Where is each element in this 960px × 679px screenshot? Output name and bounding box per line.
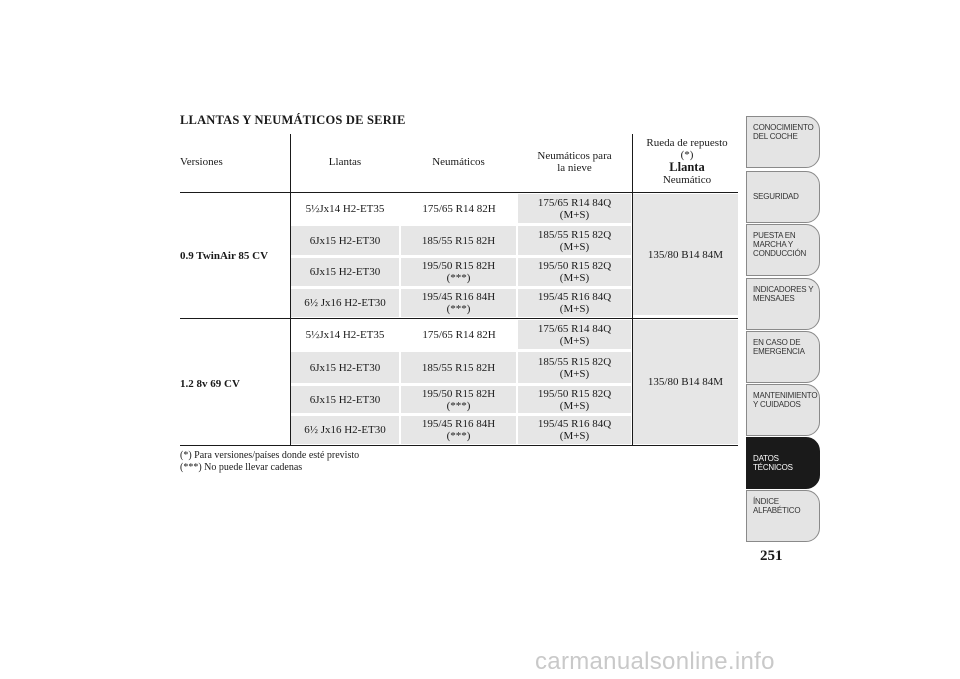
g2-r4-llanta-text: 6½ Jx16 H2-ET30 (304, 424, 386, 436)
header-llantas-text: Llantas (328, 156, 362, 168)
g2-r3-neumatico-note: (***) (446, 399, 471, 412)
g1-r2-nieve-note: (M+S) (559, 240, 590, 253)
g1-r3-llanta-text: 6Jx15 H2-ET30 (309, 266, 381, 278)
g1-r2-nieve-text: 185/55 R15 82Q (537, 228, 612, 241)
header-neumaticos-text: Neumáticos (432, 156, 485, 168)
g1-r4-nieve (518, 289, 631, 317)
tab-datos-tecnicos[interactable] (746, 437, 820, 489)
g1-r1-neumatico (401, 194, 517, 223)
g2-r4-neumatico (401, 416, 516, 444)
g2-r3-neumatico-text: 195/50 R15 82H (421, 387, 496, 400)
header-repuesto-line1: Rueda de repuesto (646, 137, 728, 149)
g1-r1-neumatico-text: 175/65 R14 82H (422, 202, 496, 215)
g2-r4-nieve-text: 195/45 R16 84Q (537, 418, 612, 430)
g1-r4-neumatico-note: (***) (446, 303, 471, 315)
tab-conocimiento[interactable] (746, 116, 820, 168)
header-repuesto (632, 137, 742, 186)
tab-mantenimiento-label: MANTENIMIENTO Y CUIDADOS (753, 391, 818, 409)
g1-r4-nieve-note: (M+S) (559, 303, 590, 315)
g2-r2-llanta-text: 6Jx15 H2-ET30 (309, 361, 381, 374)
header-repuesto-line2: (*) (680, 149, 694, 161)
g1-r3-nieve-text: 195/50 R15 82Q (537, 260, 612, 272)
header-versiones (180, 156, 223, 168)
tab-datos-tecnicos-label: DATOS TÉCNICOS (753, 454, 793, 472)
g2-r1-llanta (290, 320, 400, 349)
g2-r3-llanta (291, 386, 399, 413)
footnote-2: (***) No puede llevar cadenas (180, 462, 303, 473)
g1-r1-llanta (290, 194, 400, 223)
g2-r4-nieve (518, 416, 631, 444)
table-horizontal-rule (180, 445, 738, 446)
g1-r4-nieve-text: 195/45 R16 84Q (537, 291, 612, 303)
spare-cell-group-1 (633, 194, 738, 315)
g2-r3-neumatico (401, 386, 516, 413)
header-repuesto-line4: Neumático (662, 174, 712, 186)
g1-r1-nieve (518, 194, 631, 223)
g2-r4-llanta (291, 416, 399, 444)
g2-r4-neumatico-text: 195/45 R16 84H (421, 418, 496, 430)
header-nieve-line1: Neumáticos para (537, 150, 612, 162)
g2-r2-neumatico (401, 352, 516, 383)
g2-r2-llanta (291, 352, 399, 383)
footnote-1: (*) Para versiones/países donde esté previsto (180, 450, 360, 461)
table-vertical-rule (290, 134, 291, 445)
g2-r1-neumatico-text: 175/65 R14 82H (422, 328, 496, 341)
g1-r3-llanta (291, 258, 399, 286)
g1-r2-neumatico (401, 226, 516, 255)
g1-r3-nieve-note: (M+S) (559, 272, 590, 284)
table-horizontal-rule (180, 318, 738, 319)
spare-cell-group-2 (633, 320, 738, 444)
version-label-group-1: 0.9 TwinAir 85 CV (180, 250, 269, 262)
tab-seguridad[interactable] (746, 171, 820, 223)
g2-r2-nieve-text: 185/55 R15 82Q (537, 355, 612, 368)
g1-r2-llanta-text: 6Jx15 H2-ET30 (309, 234, 381, 247)
header-nieve-line2: la nieve (557, 162, 592, 174)
footnotes (180, 450, 359, 474)
g1-r3-neumatico (401, 258, 516, 286)
page-number: 251 (760, 548, 783, 564)
tab-seguridad-label: SEGURIDAD (753, 192, 799, 201)
g1-r1-nieve-note: (M+S) (559, 208, 590, 221)
tab-indice-label: ÍNDICE ALFABÉTICO (753, 497, 801, 515)
header-repuesto-line3: Llanta (669, 160, 705, 174)
tab-emergencia-label: EN CASO DE EMERGENCIA (753, 338, 805, 356)
spare-text-group-1: 135/80 B14 84M (647, 248, 724, 261)
g1-r1-llanta-text: 5½Jx14 H2-ET35 (305, 202, 385, 215)
g2-r1-nieve-note: (M+S) (559, 334, 590, 347)
g1-r2-nieve (518, 226, 631, 255)
g2-r4-nieve-note: (M+S) (559, 430, 590, 442)
g2-r1-neumatico (401, 320, 517, 349)
g2-r3-nieve (518, 386, 631, 413)
tab-indicadores[interactable] (746, 278, 820, 330)
g2-r1-nieve (518, 320, 631, 349)
g2-r1-nieve-text: 175/65 R14 84Q (537, 322, 612, 335)
header-llantas (290, 156, 400, 168)
table-vertical-rule (632, 134, 633, 445)
g2-r3-nieve-note: (M+S) (559, 399, 590, 412)
table-horizontal-rule (180, 192, 738, 193)
spare-text-group-2: 135/80 B14 84M (647, 376, 724, 388)
watermark: carmanualsonline.info (535, 648, 775, 675)
g2-r3-llanta-text: 6Jx15 H2-ET30 (309, 393, 381, 406)
tab-conocimiento-label: CONOCIMIENTO DEL COCHE (753, 123, 814, 141)
g2-r2-nieve (518, 352, 631, 383)
g1-r4-neumatico-text: 195/45 R16 84H (421, 291, 496, 303)
g1-r1-nieve-text: 175/65 R14 84Q (537, 196, 612, 209)
g2-r3-nieve-text: 195/50 R15 82Q (537, 387, 612, 400)
tab-puesta-en-marcha-label: PUESTA EN MARCHA Y CONDUCCIÓN (753, 231, 807, 258)
tab-indice[interactable] (746, 490, 820, 542)
g1-r2-neumatico-text: 185/55 R15 82H (421, 234, 496, 247)
header-nieve (517, 150, 632, 174)
g2-r1-llanta-text: 5½Jx14 H2-ET35 (305, 328, 385, 341)
g1-r4-llanta-text: 6½ Jx16 H2-ET30 (304, 297, 386, 309)
g2-r2-neumatico-text: 185/55 R15 82H (421, 361, 496, 374)
g2-r4-neumatico-note: (***) (446, 430, 471, 442)
tab-mantenimiento[interactable] (746, 384, 820, 436)
tab-indicadores-label: INDICADORES Y MENSAJES (753, 285, 814, 303)
tab-emergencia[interactable] (746, 331, 820, 383)
version-label-group-2: 1.2 8v 69 CV (180, 378, 240, 390)
tab-puesta-en-marcha[interactable] (746, 224, 820, 276)
page-title: LLANTAS Y NEUMÁTICOS DE SERIE (180, 113, 406, 127)
header-versiones-text: Versiones (180, 156, 223, 168)
header-neumaticos (400, 156, 517, 168)
g1-r3-neumatico-note: (***) (446, 272, 471, 284)
g1-r4-llanta (291, 289, 399, 317)
g1-r4-neumatico (401, 289, 516, 317)
g1-r3-nieve (518, 258, 631, 286)
g2-r2-nieve-note: (M+S) (559, 367, 590, 380)
g1-r3-neumatico-text: 195/50 R15 82H (421, 260, 496, 272)
g1-r2-llanta (291, 226, 399, 255)
